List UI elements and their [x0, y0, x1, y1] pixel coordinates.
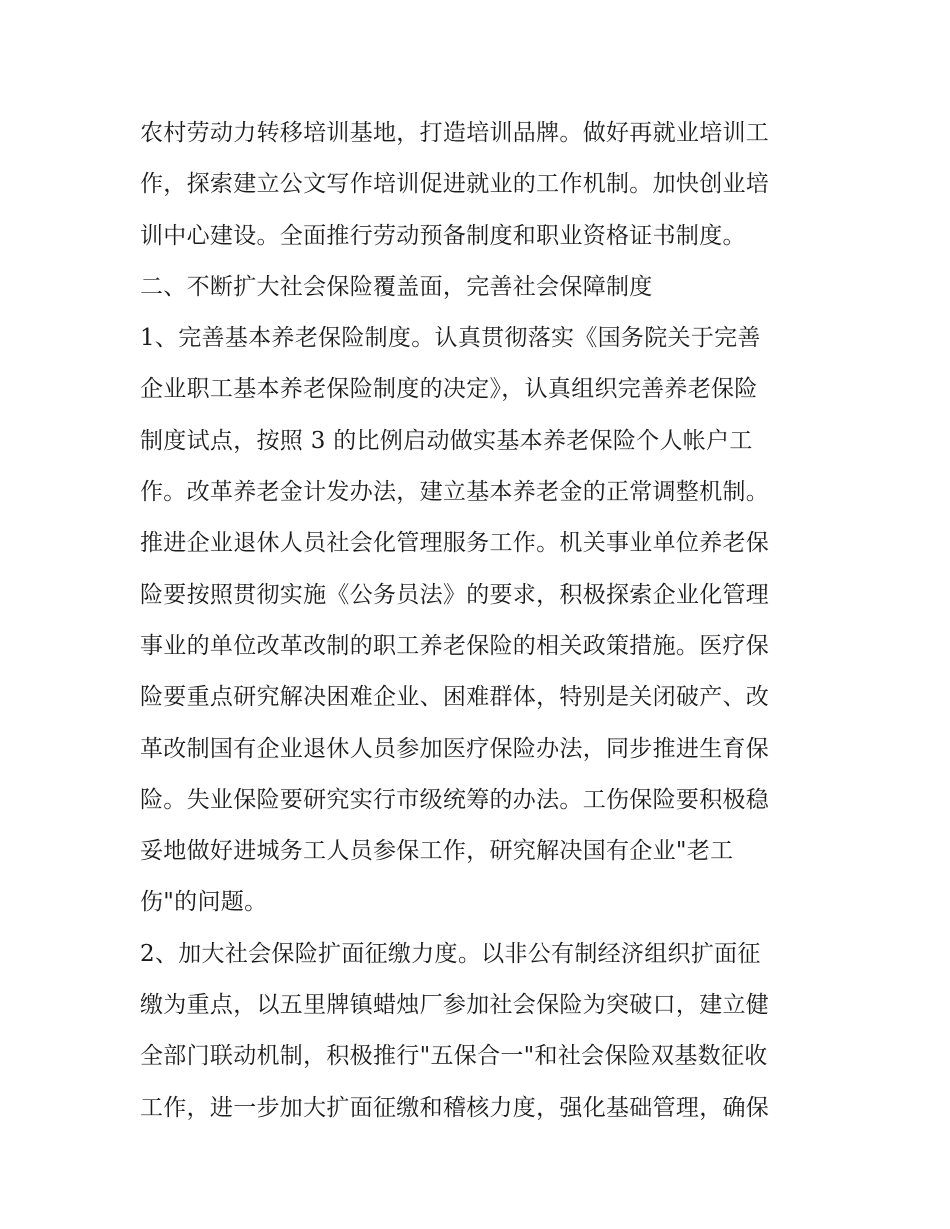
text-line-16: 伤"的问题。: [140, 889, 268, 916]
text-line-11: 事业的单位改革改制的职工养老保险的相关政策措施。医疗保: [140, 632, 770, 659]
text-line-2: 作，探索建立公文写作培训促进就业的工作机制。加快创业培: [140, 171, 770, 198]
text-line-19: 全部门联动机制，积极推行"五保合一"和社会保险双基数征收: [140, 1043, 768, 1070]
text-line-1: 农村劳动力转移培训基地，打造培训品牌。做好再就业培训工: [140, 120, 770, 146]
text-line-3: 训中心建设。全面推行劳动预备制度和职业资格证书制度。: [140, 222, 746, 249]
text-line-9: 推进企业退休人员社会化管理服务工作。机关事业单位养老保: [140, 530, 770, 557]
text-line-6: 企业职工基本养老保险制度的决定》，认真组织完善养老保险: [140, 376, 758, 403]
text-line-10: 险要按照贯彻实施《公务员法》的要求，积极探索企业化管理: [140, 581, 770, 608]
text-line-15: 妥地做好进城务工人员参保工作，研究解决国有企业"老工: [140, 838, 734, 865]
text-line-18: 缴为重点，以五里牌镇蜡烛厂参加社会保险为突破口，建立健: [140, 992, 770, 1019]
section-heading-2: 二、不断扩大社会保险覆盖面，完善社会保障制度: [140, 273, 653, 300]
text-line-20: 工作，进一步加大扩面征缴和稽核力度，强化基础管理，确保: [140, 1094, 770, 1121]
text-line-12: 险要重点研究解决困难企业、困难群体，特别是关闭破产、改: [140, 684, 770, 711]
text-line-14: 险。失业保险要研究实行市级统筹的办法。工伤保险要积极稳: [140, 786, 770, 813]
text-line-17: 2、加大社会保险扩面征缴力度。以非公有制经济组织扩面征: [140, 940, 761, 967]
text-line-13: 革改制国有企业退休人员参加医疗保险办法，同步推进生育保: [140, 735, 770, 762]
text-line-8: 作。改革养老金计发办法，建立基本养老金的正常调整机制。: [140, 479, 770, 506]
text-line-7: 制度试点，按照 3 的比例启动做实基本养老保险个人帐户工: [140, 427, 753, 454]
text-line-5: 1、完善基本养老保险制度。认真贯彻落实《国务院关于完善: [140, 325, 761, 352]
document-body: [140, 108, 820, 1134]
